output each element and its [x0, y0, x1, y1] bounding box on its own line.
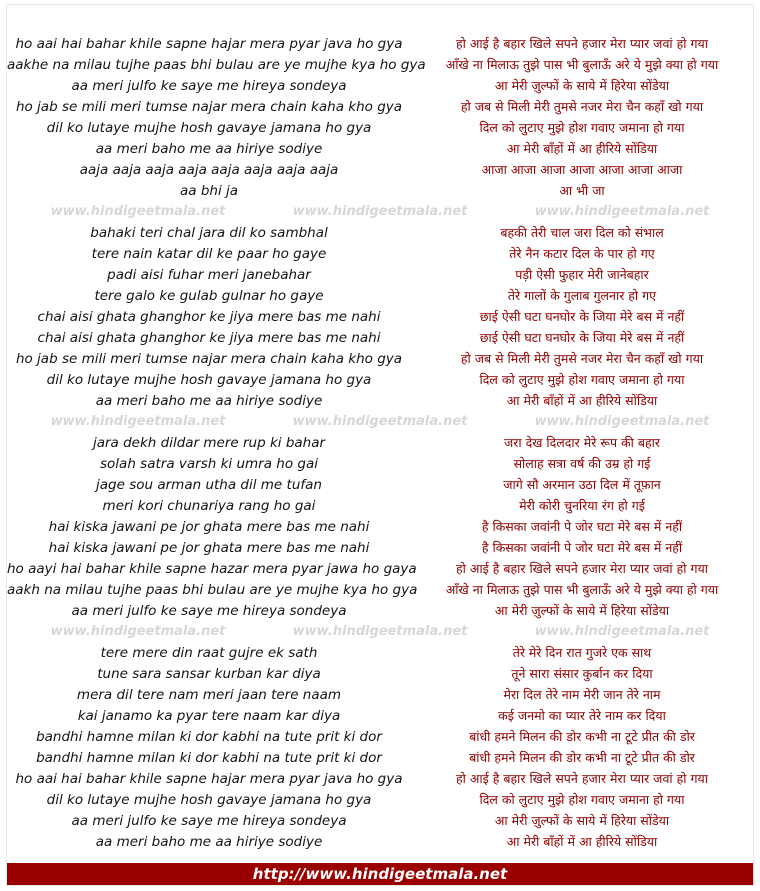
hindi-lyric: पड़ी ऐसी फुहार मेरी जानेबहार: [515, 267, 649, 282]
lyric-line: [7, 810, 753, 831]
hindi-lyric: तेरे गालों के गुलाब गुलनार हो गए: [507, 288, 657, 303]
hindi-lyric: आ मेरी बाँहों में आ हीरिये सोंडिया: [506, 393, 658, 408]
lyric-line: [7, 537, 753, 558]
hindi-lyric: हो जब से मिली मेरी तुमसे नजर मेरा चैन कहाँ खो गया: [460, 351, 704, 366]
lyric-line: [7, 474, 753, 495]
hindi-lyric: आ भी जा: [559, 183, 605, 198]
hindi-lyric: बहकी तेरी चाल जरा दिल को संभाल: [500, 225, 664, 240]
lyric-line: [7, 222, 753, 243]
english-lyric: jara dekh dildar mere rup ki bahar: [92, 434, 326, 451]
english-lyric: ho aai hai bahar khile sapne hajar mera pyar java ho gya: [15, 35, 403, 52]
hindi-lyric: आ मेरी ज़ुल्फों के साये में हिरेया सोंडेया: [494, 603, 670, 618]
hindi-lyric: है किसका जवांनी पे जोर घटा मेरे बस में नहीं: [481, 540, 683, 555]
lyric-line: [7, 306, 753, 327]
hindi-lyric: मेरा दिल तेरे नाम मेरी जान तेरे नाम: [503, 687, 661, 702]
hindi-lyric: दिल को लुटाए मुझे होश गवाए जमाना हो गया: [479, 372, 685, 387]
english-lyric: mera dil tere nam meri jaan tere naam: [76, 686, 342, 703]
english-lyric: aakh na milau tujhe paas bhi bulau are ye mujhe kya ho gya: [7, 581, 418, 598]
footer-url-link[interactable]: http://www.hindigeetmala.net: [252, 865, 508, 883]
lyric-line: [7, 369, 753, 390]
hindi-lyric: हो आई है बहार खिले सपने हजार मेरा प्यार जवां हो गया: [456, 771, 708, 786]
lyric-line: [7, 327, 753, 348]
english-lyric: dil ko lutaye mujhe hosh gavaye jamana ho gya: [46, 119, 372, 136]
lyrics-page: [6, 4, 754, 886]
lyrics-grid: [7, 33, 753, 852]
watermark-text: www.hindigeetmala.net: [534, 204, 710, 219]
english-lyric: dil ko lutaye mujhe hosh gavaye jamana ho gya: [46, 371, 372, 388]
hindi-lyric: आ मेरी ज़ुल्फों के साये में हिरेया सोंडेया: [494, 78, 670, 93]
lyric-line: [7, 453, 753, 474]
lyric-line: [7, 600, 753, 621]
english-lyric: aa meri julfo ke saye me hireya sondeya: [71, 77, 347, 94]
watermark-text: www.hindigeetmala.net: [50, 204, 226, 219]
hindi-lyric: जरा देख दिलदार मेरे रूप की बहार: [503, 435, 661, 450]
english-lyric: bandhi hamne milan ki dor kabhi na tute prit ki dor: [36, 749, 382, 766]
lyric-line: [7, 663, 753, 684]
hindi-lyric: बांधी हमने मिलन की डोर कभी ना टूटे प्रीत की डोर: [469, 750, 695, 765]
hindi-lyric: सोलाह सत्रा वर्ष की उम्र हो गई: [513, 456, 651, 471]
hindi-lyric: आ मेरी बाँहों में आ हीरिये सोंडिया: [506, 834, 658, 849]
english-lyric: tune sara sansar kurban kar diya: [97, 665, 321, 682]
lyric-line: [7, 432, 753, 453]
lyric-line: [7, 348, 753, 369]
hindi-lyric: दिल को लुटाए मुझे होश गवाए जमाना हो गया: [479, 792, 685, 807]
english-lyric: ho jab se mili meri tumse najar mera chain kaha kho gya: [15, 98, 403, 115]
english-lyric: chai aisi ghata ghanghor ke jiya mere bas me nahi: [37, 329, 381, 346]
english-lyric: bahaki teri chal jara dil ko sambhal: [90, 224, 328, 241]
hindi-lyric: तूने सारा संसार कुर्बान कर दिया: [511, 666, 653, 681]
lyric-line: [7, 789, 753, 810]
english-lyric: kai janamo ka pyar tere naam kar diya: [77, 707, 341, 724]
english-lyric: hai kiska jawani pe jor ghata mere bas me nahi: [48, 539, 370, 556]
watermark-row: [7, 201, 753, 222]
lyric-line: [7, 831, 753, 852]
hindi-lyric: छाई ऐसी घटा घनघोर के जिया मेरे बस में नहीं: [479, 309, 685, 324]
hindi-lyric: तेरे नैन कटार दिल के पार हो गए: [509, 246, 655, 261]
english-lyric: aa meri baho me aa hiriye sodiye: [95, 833, 323, 850]
english-lyric: dil ko lutaye mujhe hosh gavaye jamana ho gya: [46, 791, 372, 808]
lyric-line: [7, 285, 753, 306]
english-lyric: solah satra varsh ki umra ho gai: [100, 455, 318, 472]
watermark-text: www.hindigeetmala.net: [292, 624, 468, 639]
hindi-lyric: मेरी कोरी चुनरिया रंग हो गई: [519, 498, 645, 513]
hindi-lyric: आँखे ना मिलाऊ तुझे पास भी बुलाऊँ अरे ये मुझे क्या हो गया: [445, 57, 719, 72]
lyric-line: [7, 726, 753, 747]
hindi-lyric: हो जब से मिली मेरी तुमसे नजर मेरा चैन कहाँ खो गया: [460, 99, 704, 114]
english-lyric: jage sou arman utha dil me tufan: [96, 476, 322, 493]
hindi-lyric: बांधी हमने मिलन की डोर कभी ना टूटे प्रीत की डोर: [469, 729, 695, 744]
lyric-line: [7, 75, 753, 96]
hindi-lyric: हो आई है बहार खिले सपने हजार मेरा प्यार जवां हो गया: [456, 36, 708, 51]
hindi-lyric: तेरे मेरे दिन रात गुजरे एक साथ: [512, 645, 652, 660]
lyric-line: [7, 96, 753, 117]
watermark-row: [7, 411, 753, 432]
english-lyric: aakhe na milau tujhe paas bhi bulau are ye mujhe kya ho gya: [7, 56, 426, 73]
hindi-lyric: आ मेरी ज़ुल्फों के साये में हिरेया सोंडेया: [494, 813, 670, 828]
hindi-lyric: आजा आजा आजा आजा आजा आजा आजा: [481, 162, 683, 177]
lyric-line: [7, 684, 753, 705]
hindi-lyric: हो आई है बहार खिले सपने हजार मेरा प्यार जवां हो गया: [456, 561, 708, 576]
english-lyric: padi aisi fuhar meri janebahar: [107, 266, 311, 283]
lyric-line: [7, 264, 753, 285]
hindi-lyric: जागे सौ अरमान उठा दिल में तूफ़ान: [503, 477, 661, 492]
english-lyric: aa meri baho me aa hiriye sodiye: [95, 392, 323, 409]
hindi-lyric: है किसका जवांनी पे जोर घटा मेरे बस में नहीं: [481, 519, 683, 534]
lyric-line: [7, 180, 753, 201]
watermark-text: www.hindigeetmala.net: [292, 414, 468, 429]
watermark-text: www.hindigeetmala.net: [292, 204, 468, 219]
english-lyric: tere mere din raat gujre ek sath: [100, 644, 318, 661]
watermark-text: www.hindigeetmala.net: [534, 414, 710, 429]
lyric-line: [7, 117, 753, 138]
english-lyric: aaja aaja aaja aaja aaja aaja aaja aaja: [79, 161, 339, 178]
english-lyric: tere galo ke gulab gulnar ho gaye: [94, 287, 324, 304]
lyric-line: [7, 243, 753, 264]
hindi-lyric: आ मेरी बाँहों में आ हीरिये सोंडिया: [506, 141, 658, 156]
english-lyric: aa meri baho me aa hiriye sodiye: [95, 140, 323, 157]
hindi-lyric: आँखे ना मिलाऊ तुझे पास भी बुलाऊँ अरे ये मुझे क्या हो गया: [445, 582, 719, 597]
lyric-line: [7, 390, 753, 411]
english-lyric: hai kiska jawani pe jor ghata mere bas me nahi: [48, 518, 370, 535]
english-lyric: meri kori chunariya rang ho gai: [102, 497, 316, 514]
english-lyric: ho jab se mili meri tumse najar mera chain kaha kho gya: [15, 350, 403, 367]
watermark-text: www.hindigeetmala.net: [50, 624, 226, 639]
watermark-text: www.hindigeetmala.net: [50, 414, 226, 429]
lyric-line: [7, 33, 753, 54]
english-lyric: aa meri julfo ke saye me hireya sondeya: [71, 602, 347, 619]
english-lyric: bandhi hamne milan ki dor kabhi na tute prit ki dor: [36, 728, 382, 745]
lyric-line: [7, 495, 753, 516]
hindi-lyric: छाई ऐसी घटा घनघोर के जिया मेरे बस में नहीं: [479, 330, 685, 345]
english-lyric: chai aisi ghata ghanghor ke jiya mere bas me nahi: [37, 308, 381, 325]
lyric-line: [7, 54, 753, 75]
lyric-line: [7, 579, 753, 600]
hindi-lyric: कई जनमो का प्यार तेरे नाम कर दिया: [498, 708, 666, 723]
hindi-lyric: दिल को लुटाए मुझे होश गवाए जमाना हो गया: [479, 120, 685, 135]
watermark-text: www.hindigeetmala.net: [534, 624, 710, 639]
footer-bar: [7, 863, 753, 885]
lyric-line: [7, 747, 753, 768]
english-lyric: tere nain katar dil ke paar ho gaye: [91, 245, 327, 262]
english-lyric: ho aayi hai bahar khile sapne hazar mera pyar jawa ho gaya: [7, 560, 417, 577]
lyric-line: [7, 705, 753, 726]
lyric-line: [7, 768, 753, 789]
lyric-line: [7, 516, 753, 537]
english-lyric: aa bhi ja: [179, 182, 239, 199]
lyric-line: [7, 159, 753, 180]
english-lyric: aa meri julfo ke saye me hireya sondeya: [71, 812, 347, 829]
english-lyric: ho aai hai bahar khile sapne hajar mera pyar java ho gya: [15, 770, 403, 787]
lyric-line: [7, 558, 753, 579]
lyric-line: [7, 138, 753, 159]
lyric-line: [7, 642, 753, 663]
watermark-row: [7, 621, 753, 642]
